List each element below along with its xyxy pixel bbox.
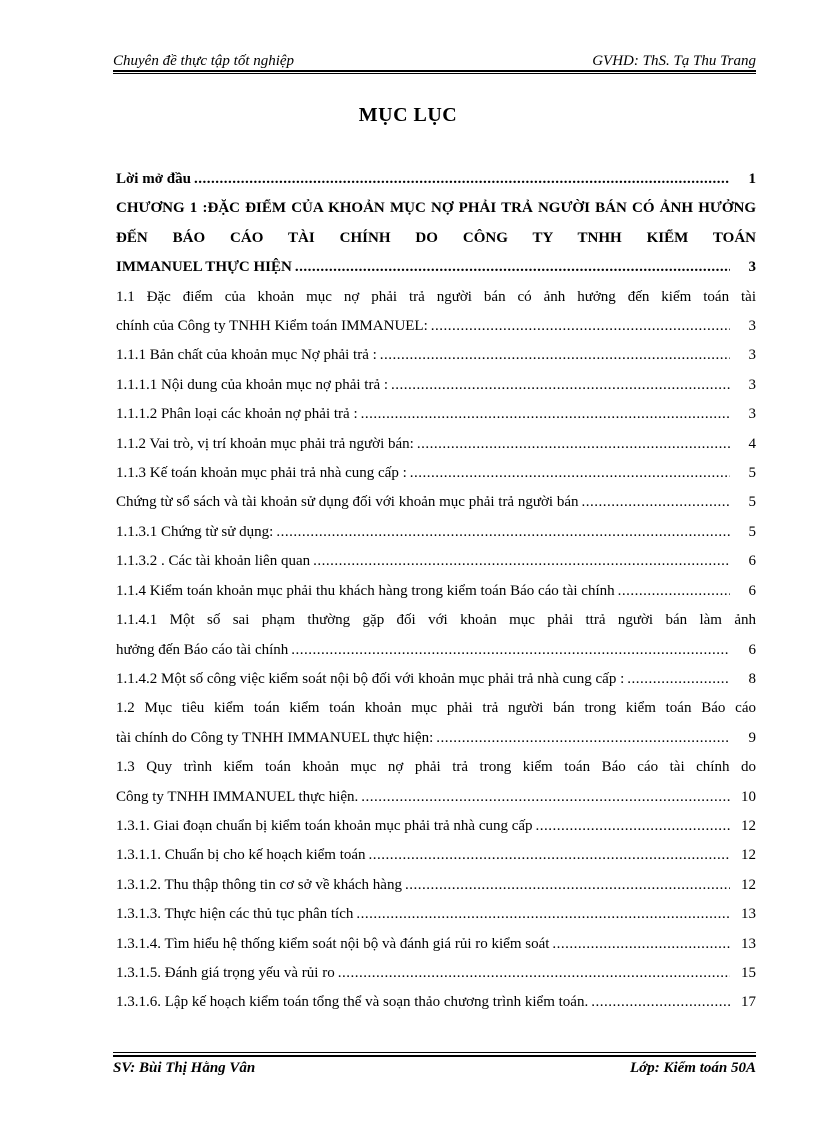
toc-entry-title: 1.3.1.3. Thực hiện các thủ tục phân tích	[116, 906, 354, 923]
toc-dot-leader	[194, 165, 730, 194]
toc-entry[interactable]	[116, 900, 756, 929]
toc-entry-page-number: 13	[741, 906, 756, 923]
toc-entry-title: 1.3.1.4. Tìm hiểu hệ thống kiểm soát nội bộ và đánh giá rủi ro kiểm soát	[116, 935, 550, 952]
toc-entry-title: 1.1.1 Bản chất của khoản mục Nợ phải trả :	[116, 347, 377, 364]
toc-entry-line	[116, 636, 756, 665]
toc-dot-leader	[291, 636, 730, 665]
toc-entry-page-number: 15	[741, 964, 756, 981]
toc-entry-page-number: 1	[748, 171, 756, 187]
toc-entry-line	[116, 959, 756, 988]
toc-entry[interactable]	[116, 930, 756, 959]
toc-entry-line	[116, 871, 756, 900]
toc-entry-line	[116, 665, 756, 694]
toc-entry[interactable]	[116, 400, 756, 429]
toc-entry[interactable]	[116, 871, 756, 900]
toc-entry[interactable]	[116, 430, 756, 459]
toc-entry-title: 1.3.1.5. Đánh giá trọng yếu và rủi ro	[116, 964, 335, 981]
header-left-text: Chuyên đề thực tập tốt nghiệp	[113, 53, 295, 69]
toc-entry-title: 1.1.4.2 Một số công việc kiểm soát nội bộ đối với khoản mục phải trả nhà cung cấp :	[116, 670, 625, 687]
toc-entry-line	[116, 341, 756, 370]
footer-rule-thin	[113, 1052, 756, 1053]
toc-entry-line	[116, 930, 756, 959]
toc-entry-page-number: 13	[741, 935, 756, 952]
toc-dot-leader	[431, 312, 730, 341]
toc-dot-leader	[417, 430, 730, 459]
toc-entry-title: 1.3.1.1. Chuẩn bị cho kế hoạch kiểm toán	[116, 847, 366, 864]
toc-entry-line	[116, 900, 756, 929]
toc-entry[interactable]	[116, 518, 756, 547]
toc-dot-leader	[380, 341, 730, 370]
table-of-contents	[116, 165, 756, 1018]
toc-entry-page-number: 5	[748, 523, 756, 540]
toc-entry[interactable]	[116, 988, 756, 1017]
toc-entry-lead-text: 1.1.4.1 Một số sai phạm thường gặp đối với khoản mục phải ttrả người bán làm ảnh	[116, 612, 756, 629]
toc-entry-page-number: 5	[748, 465, 756, 482]
toc-dot-leader	[405, 871, 730, 900]
toc-entry-title: Chứng từ sổ sách và tài khoản sử dụng đối với khoản mục phải trả người bán	[116, 494, 579, 511]
toc-entry-page-number: 3	[748, 376, 756, 393]
toc-dot-leader	[552, 930, 730, 959]
toc-entry-page-number: 10	[741, 788, 756, 805]
toc-entry-title: 1.1.4 Kiểm toán khoản mục phải thu khách hàng trong kiểm toán Báo cáo tài chính	[116, 582, 615, 599]
page-title: MỤC LỤC	[358, 104, 458, 126]
toc-entry[interactable]	[116, 812, 756, 841]
page-footer	[113, 1060, 756, 1082]
toc-entry-title: 1.3.1. Giai đoạn chuẩn bị kiểm toán khoản mục phải trả nhà cung cấp	[116, 817, 533, 834]
footer-rule	[113, 1055, 756, 1057]
toc-entry-line	[116, 459, 756, 488]
footer-right-text: Lớp: Kiểm toán 50A	[630, 1060, 756, 1076]
toc-entry-lead-text: CHƯƠNG 1 :ĐẶC ĐIỂM CỦA KHOẢN MỤC NỢ PHẢI TRẢ NGƯỜI BÁN CÓ ẢNH HƯỞNG ĐẾN BÁO CÁO TÀI CHÍNH DO CÔNG TY TNHH KIỂM TOÁN	[116, 200, 756, 246]
toc-entry-line	[116, 312, 756, 341]
toc-dot-leader	[295, 253, 730, 282]
toc-dot-leader	[627, 665, 730, 694]
toc-entry-title: hưởng đến Báo cáo tài chính	[116, 641, 289, 658]
toc-entry-title: 1.1.3.1 Chứng từ sử dụng:	[116, 523, 274, 540]
toc-dot-leader	[369, 841, 730, 870]
toc-entry-page-number: 17	[741, 994, 756, 1011]
toc-dot-leader	[618, 577, 730, 606]
toc-dot-leader	[391, 371, 730, 400]
toc-dot-leader	[276, 518, 730, 547]
toc-entry[interactable]	[116, 606, 756, 665]
toc-entry-title: 1.1.1.1 Nội dung của khoản mục nợ phải trả :	[116, 376, 389, 393]
toc-entry-title: Lời mở đầu	[116, 171, 191, 187]
toc-entry-page-number: 8	[748, 670, 756, 687]
toc-entry-page-number: 6	[748, 553, 756, 570]
toc-entry[interactable]	[116, 488, 756, 517]
toc-entry-line	[116, 988, 756, 1017]
header-right-text: GVHD: ThS. Tạ Thu Trang	[592, 53, 756, 69]
header-rule-thin	[113, 73, 756, 74]
toc-dot-leader	[356, 900, 730, 929]
toc-entry-line	[116, 371, 756, 400]
toc-entry-title: Công ty TNHH IMMANUEL thực hiện.	[116, 788, 359, 805]
toc-dot-leader	[313, 547, 730, 576]
toc-entry-title: tài chính do Công ty TNHH IMMANUEL thực hiện:	[116, 729, 434, 746]
toc-dot-leader	[338, 959, 730, 988]
toc-entry-line	[116, 577, 756, 606]
toc-entry[interactable]	[116, 371, 756, 400]
toc-entry-line	[116, 165, 756, 194]
toc-entry-page-number: 3	[748, 318, 756, 335]
toc-entry[interactable]	[116, 577, 756, 606]
toc-entry-line	[116, 724, 756, 753]
header-rule	[113, 70, 756, 72]
toc-entry[interactable]	[116, 459, 756, 488]
toc-dot-leader	[591, 988, 730, 1017]
toc-entry[interactable]	[116, 283, 756, 342]
toc-entry-line	[116, 488, 756, 517]
toc-dot-leader	[581, 488, 730, 517]
footer-left-text: SV: Bùi Thị Hằng Vân	[113, 1060, 256, 1076]
toc-entry-lead-text: 1.3 Quy trình kiểm toán khoản mục nợ phải trả trong kiểm toán Báo cáo tài chính do	[116, 759, 756, 776]
toc-entry-page-number: 3	[748, 406, 756, 423]
toc-entry-page-number: 9	[748, 729, 756, 746]
toc-entry[interactable]	[116, 665, 756, 694]
toc-entry-line	[116, 547, 756, 576]
toc-dot-leader	[361, 783, 730, 812]
toc-entry-title: 1.1.1.2 Phân loại các khoản nợ phải trả :	[116, 406, 358, 423]
toc-dot-leader	[410, 459, 730, 488]
toc-entry-line	[116, 400, 756, 429]
toc-entry[interactable]	[116, 959, 756, 988]
toc-entry-title: chính của Công ty TNHH Kiểm toán IMMANUEL:	[116, 318, 428, 335]
toc-entry-page-number: 6	[748, 641, 756, 658]
toc-entry-title: 1.1.2 Vai trò, vị trí khoản mục phải trả người bán:	[116, 435, 414, 452]
toc-entry-line	[116, 253, 756, 282]
toc-entry-line	[116, 783, 756, 812]
toc-entry[interactable]	[116, 841, 756, 870]
toc-entry-title: 1.1.3 Kế toán khoản mục phải trả nhà cung cấp :	[116, 465, 407, 482]
toc-entry[interactable]	[116, 694, 756, 753]
toc-entry-title: IMMANUEL THỰC HIỆN	[116, 259, 292, 276]
toc-entry-line	[116, 812, 756, 841]
page-header	[113, 48, 756, 70]
toc-entry-page-number: 3	[748, 259, 756, 276]
toc-entry-page-number: 12	[741, 817, 756, 834]
toc-entry-page-number: 4	[748, 435, 756, 452]
toc-entry-title: 1.3.1.6. Lập kế hoạch kiểm toán tổng thể và soạn thảo chương trình kiểm toán.	[116, 994, 589, 1011]
toc-entry-lead-text: 1.1 Đặc điểm của khoản mục nợ phải trả người bán có ảnh hưởng đến kiểm toán tài	[116, 288, 756, 305]
toc-entry-page-number: 3	[748, 347, 756, 364]
toc-entry[interactable]	[116, 753, 756, 812]
toc-entry-title: 1.1.3.2 . Các tài khoản liên quan	[116, 553, 311, 570]
toc-entry[interactable]	[116, 341, 756, 370]
toc-entry-line	[116, 430, 756, 459]
toc-entry[interactable]	[116, 165, 756, 194]
toc-entry-page-number: 12	[741, 847, 756, 864]
toc-dot-leader	[536, 812, 730, 841]
toc-entry[interactable]	[116, 194, 756, 282]
toc-entry-page-number: 12	[741, 876, 756, 893]
toc-dot-leader	[436, 724, 730, 753]
toc-entry[interactable]	[116, 547, 756, 576]
toc-entry-page-number: 6	[748, 582, 756, 599]
toc-entry-line	[116, 518, 756, 547]
toc-entry-page-number: 5	[748, 494, 756, 511]
toc-entry-title: 1.3.1.2. Thu thập thông tin cơ sở về khách hàng	[116, 876, 402, 893]
toc-dot-leader	[361, 400, 730, 429]
toc-entry-lead-text: 1.2 Mục tiêu kiểm toán kiểm toán khoản mục phải trả người bán trong kiểm toán Báo cáo	[116, 700, 756, 717]
toc-entry-line	[116, 841, 756, 870]
